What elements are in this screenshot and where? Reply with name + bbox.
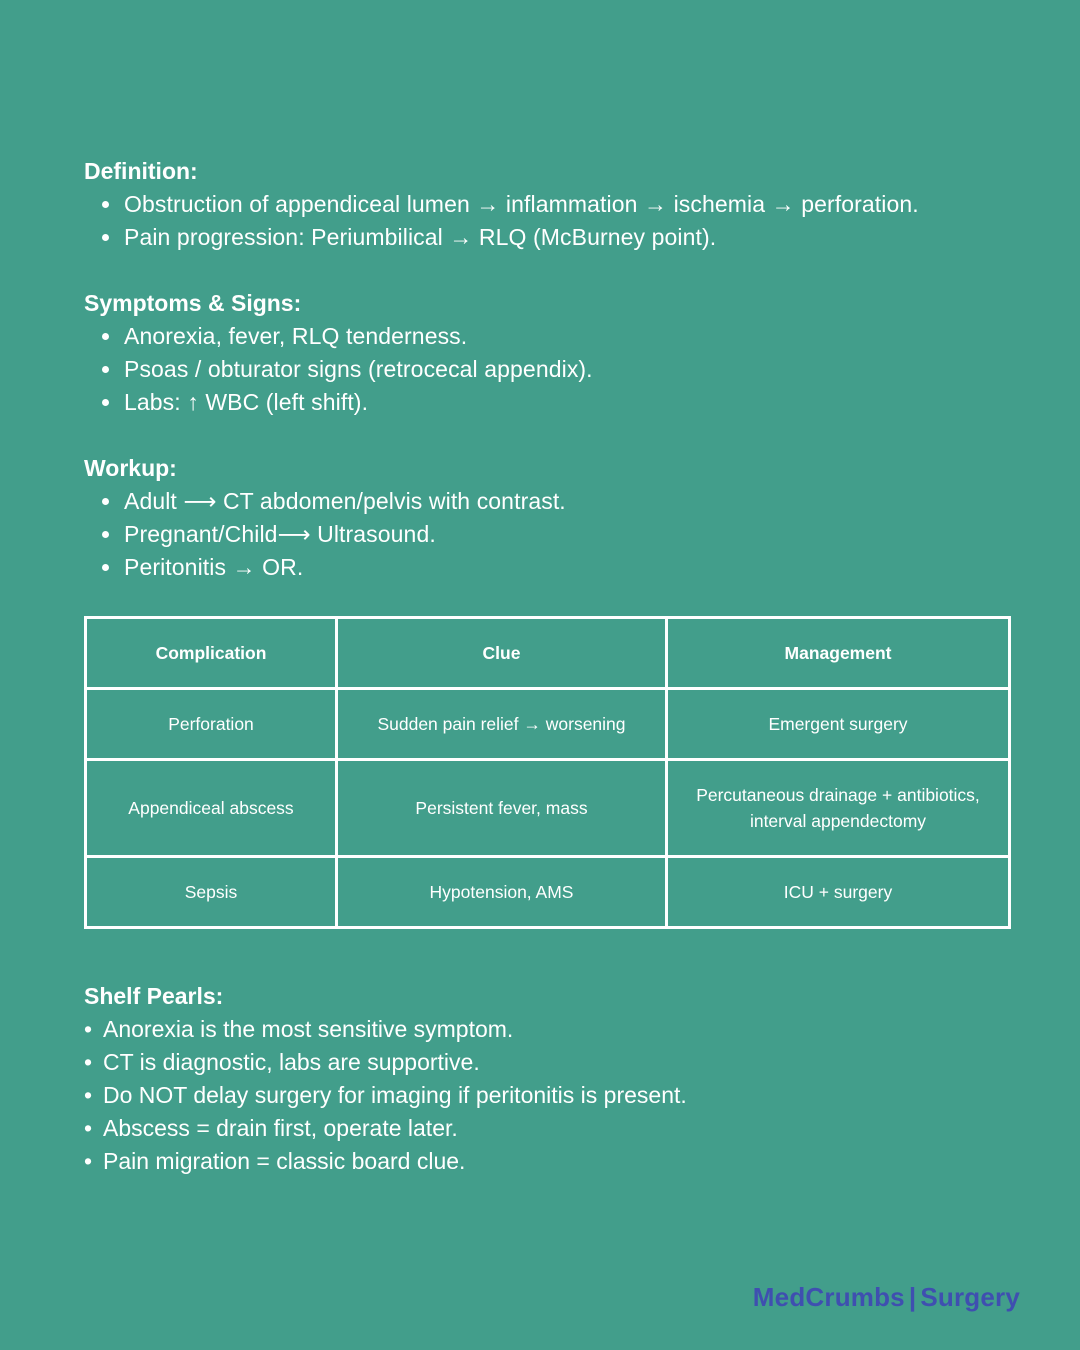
list-item: Peritonitis → OR. [124,551,1020,584]
symptoms-heading: Symptoms & Signs: [84,290,302,316]
pearl-text: Do NOT delay surgery for imaging if peritonitis is present. [103,1082,687,1108]
list-item [84,1112,1020,1145]
list-item [84,1079,1020,1112]
definition-section [84,155,1020,254]
table-cell: Sudden pain relief → worsening [337,689,667,760]
definition-list [84,188,1020,254]
table-cell: Percutaneous drainage + antibiotics, interval appendectomy [667,760,1010,857]
bullet-glyph: • [84,1115,93,1141]
table-header-row [86,618,1010,689]
complications-table [84,616,1011,929]
pearl-text: Abscess = drain first, operate later. [103,1115,458,1141]
pearl-text: Anorexia is the most sensitive symptom. [103,1016,514,1042]
brand-name: MedCrumbs [752,1282,905,1312]
brand-section: Surgery [920,1282,1020,1312]
bullet-glyph: • [84,1016,93,1042]
definition-heading: Definition: [84,158,198,184]
list-item [84,1046,1020,1079]
table-row [86,689,1010,760]
symptoms-section [84,287,1020,419]
list-item: Adult ⟶ CT abdomen/pelvis with contrast. [124,485,1020,518]
table-cell: Hypotension, AMS [337,857,667,928]
list-item: Pain progression: Periumbilical → RLQ (McBurney point). [124,221,1020,254]
table-cell: Appendiceal abscess [86,760,337,857]
table-cell: Sepsis [86,857,337,928]
workup-section [84,452,1020,584]
pearls-heading: Shelf Pearls: [84,983,224,1009]
pearl-text: Pain migration = classic board clue. [103,1148,466,1174]
table-cell: Emergent surgery [667,689,1010,760]
header-management: Management [667,618,1010,689]
bullet-glyph: • [84,1082,93,1108]
list-item [84,1013,1020,1046]
brand-footer [753,1282,1020,1313]
table-cell: Perforation [86,689,337,760]
workup-list [84,485,1020,584]
list-item: Pregnant/Child⟶ Ultrasound. [124,518,1020,551]
header-complication: Complication [86,618,337,689]
list-item: Anorexia, fever, RLQ tenderness. [124,320,1020,353]
symptoms-list [84,320,1020,419]
workup-heading: Workup: [84,455,177,481]
pearl-text: CT is diagnostic, labs are supportive. [103,1049,480,1075]
table-row [86,760,1010,857]
bullet-glyph: • [84,1049,93,1075]
table-row [86,857,1010,928]
pearls-section [84,980,1020,1178]
pearls-list [84,1013,1020,1178]
bullet-glyph: • [84,1148,93,1174]
header-clue: Clue [337,618,667,689]
list-item: Labs: ↑ WBC (left shift). [124,386,1020,419]
brand-separator: | [908,1282,917,1312]
list-item [84,1145,1020,1178]
table-cell: Persistent fever, mass [337,760,667,857]
table-cell: ICU + surgery [667,857,1010,928]
list-item: Psoas / obturator signs (retrocecal appendix). [124,353,1020,386]
list-item: Obstruction of appendiceal lumen → inflammation → ischemia → perforation. [124,188,1020,221]
